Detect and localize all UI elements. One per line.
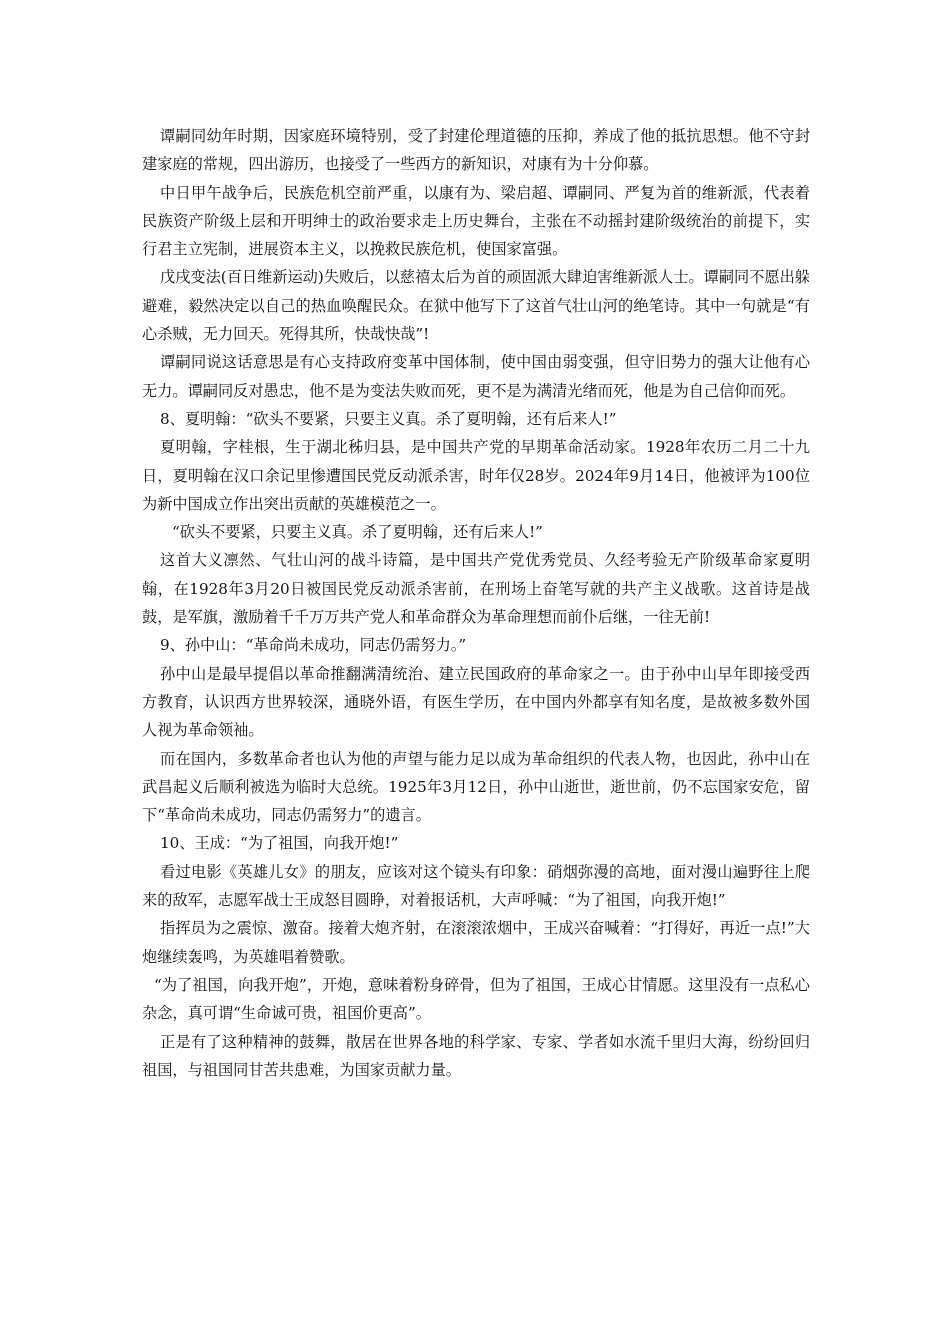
heading-wang-cheng: 10、王成：“为了祖国，向我开炮!”: [160, 834, 399, 853]
quote-xia-minghan: “砍头不要紧，只要主义真。杀了夏明翰，还有后来人!”: [172, 523, 543, 542]
paragraph-tan-sitong-meaning: 谭嗣同说这话意思是有心支持政府变革中国体制，使中国由弱变强，但守旧势力的强大让他有心无力。谭嗣同反对愚忠，他不是为变法失败而死，更不是为满清光绪而死，他是为自己信仰而死。: [142, 353, 810, 400]
paragraph-sun-zhongshan-intro: 孙中山是最早提倡以革命推翻满清统治、建立民国政府的革命家之一。由于孙中山早年即接受西方教育，认识西方世界较深，通晓外语，有医生学历，在中国内外都享有知名度，是故被多数外国人视为革命领袖。: [142, 664, 810, 740]
paragraph-xia-minghan-poem: 这首大义凛然、气壮山河的战斗诗篇，是中国共产党优秀党员、久经考验无产阶级革命家夏明翰，在1928年3月20日被国民党反动派杀害前，在刑场上奋笔写就的共产主义战歌。这首诗是战鼓，是军旗，激励着千千万万共产党人和革命群众为革命理想而前仆后继，一往无前!: [142, 551, 810, 627]
paragraph-wang-cheng-film: 看过电影《英雄儿女》的朋友，应该对这个镜头有印象：硝烟弥漫的高地，面对漫山遍野往上爬来的敌军，志愿军战士王成怒目圆睁，对着报话机，大声呼喊：“为了祖国，向我开炮!”: [142, 862, 810, 910]
paragraph-wang-cheng-commander: 指挥员为之震惊、激奋。接着大炮齐射，在滚滚浓烟中，王成兴奋喊着：“打得好，再近一点!”大炮继续轰鸣，为英雄唱着赞歌。: [142, 919, 810, 966]
heading-xia-minghan: 8、夏明翰：“砍头不要紧，只要主义真。杀了夏明翰，还有后来人!”: [160, 409, 617, 428]
document-body: [142, 122, 810, 1084]
paragraph-wang-cheng-sacrifice: “为了祖国，向我开炮”，开炮，意味着粉身碎骨，但为了祖国，王成心甘情愿。这里没有一点私心杂念，真可谓“生命诚可贵，祖国价更高”。: [142, 975, 810, 1023]
paragraph-conclusion: 正是有了这种精神的鼓舞，散居在世界各地的科学家、专家、学者如水流千里归大海，纷纷回归祖国，与祖国同甘苦共患难，为国家贡献力量。: [142, 1032, 810, 1079]
paragraph-sun-zhongshan-legacy: 而在国内，多数革命者也认为他的声望与能力足以成为革命组织的代表人物，也因此，孙中山在武昌起义后顺利被选为临时大总统。1925年3月12日，孙中山逝世，逝世前，仍不忘国家安危，留下“革命尚未成功，同志仍需努力”的遗言。: [142, 749, 810, 825]
paragraph-tan-sitong-youth: 谭嗣同幼年时期，因家庭环境特别，受了封建伦理道德的压抑，养成了他的抵抗思想。他不守封建家庭的常规，四出游历，也接受了一些西方的新知识，对康有为十分仰慕。: [142, 127, 810, 174]
heading-sun-zhongshan: 9、孙中山：“革命尚未成功，同志仍需努力。”: [160, 636, 467, 655]
paragraph-sino-japanese-war: 中日甲午战争后，民族危机空前严重，以康有为、梁启超、谭嗣同、严复为首的维新派，代表着民族资产阶级上层和开明绅士的政治要求走上历史舞台，主张在不动摇封建阶级统治的前提下，实行君主立宪制，进展资本主义，以挽救民族危机，使国家富强。: [142, 183, 810, 259]
paragraph-xia-minghan-bio: 夏明翰，字桂根，生于湖北秭归县，是中国共产党的早期革命活动家。1928年农历二月二十九日，夏明翰在汉口余记里惨遭国民党反动派杀害，时年仅28岁。2024年9月14日，他被评为100位为新中国成立作出突出贡献的英雄模范之一。: [142, 438, 810, 513]
paragraph-wuxu-reform: 戊戌变法(百日维新运动)失败后，以慈禧太后为首的顽固派大肆迫害维新派人士。谭嗣同不愿出躲避难，毅然决定以自己的热血唤醒民众。在狱中他写下了这首气壮山河的绝笔诗。其中一句就是“有心杀贼，无力回天。死得其所，快哉快哉”!: [142, 268, 810, 344]
